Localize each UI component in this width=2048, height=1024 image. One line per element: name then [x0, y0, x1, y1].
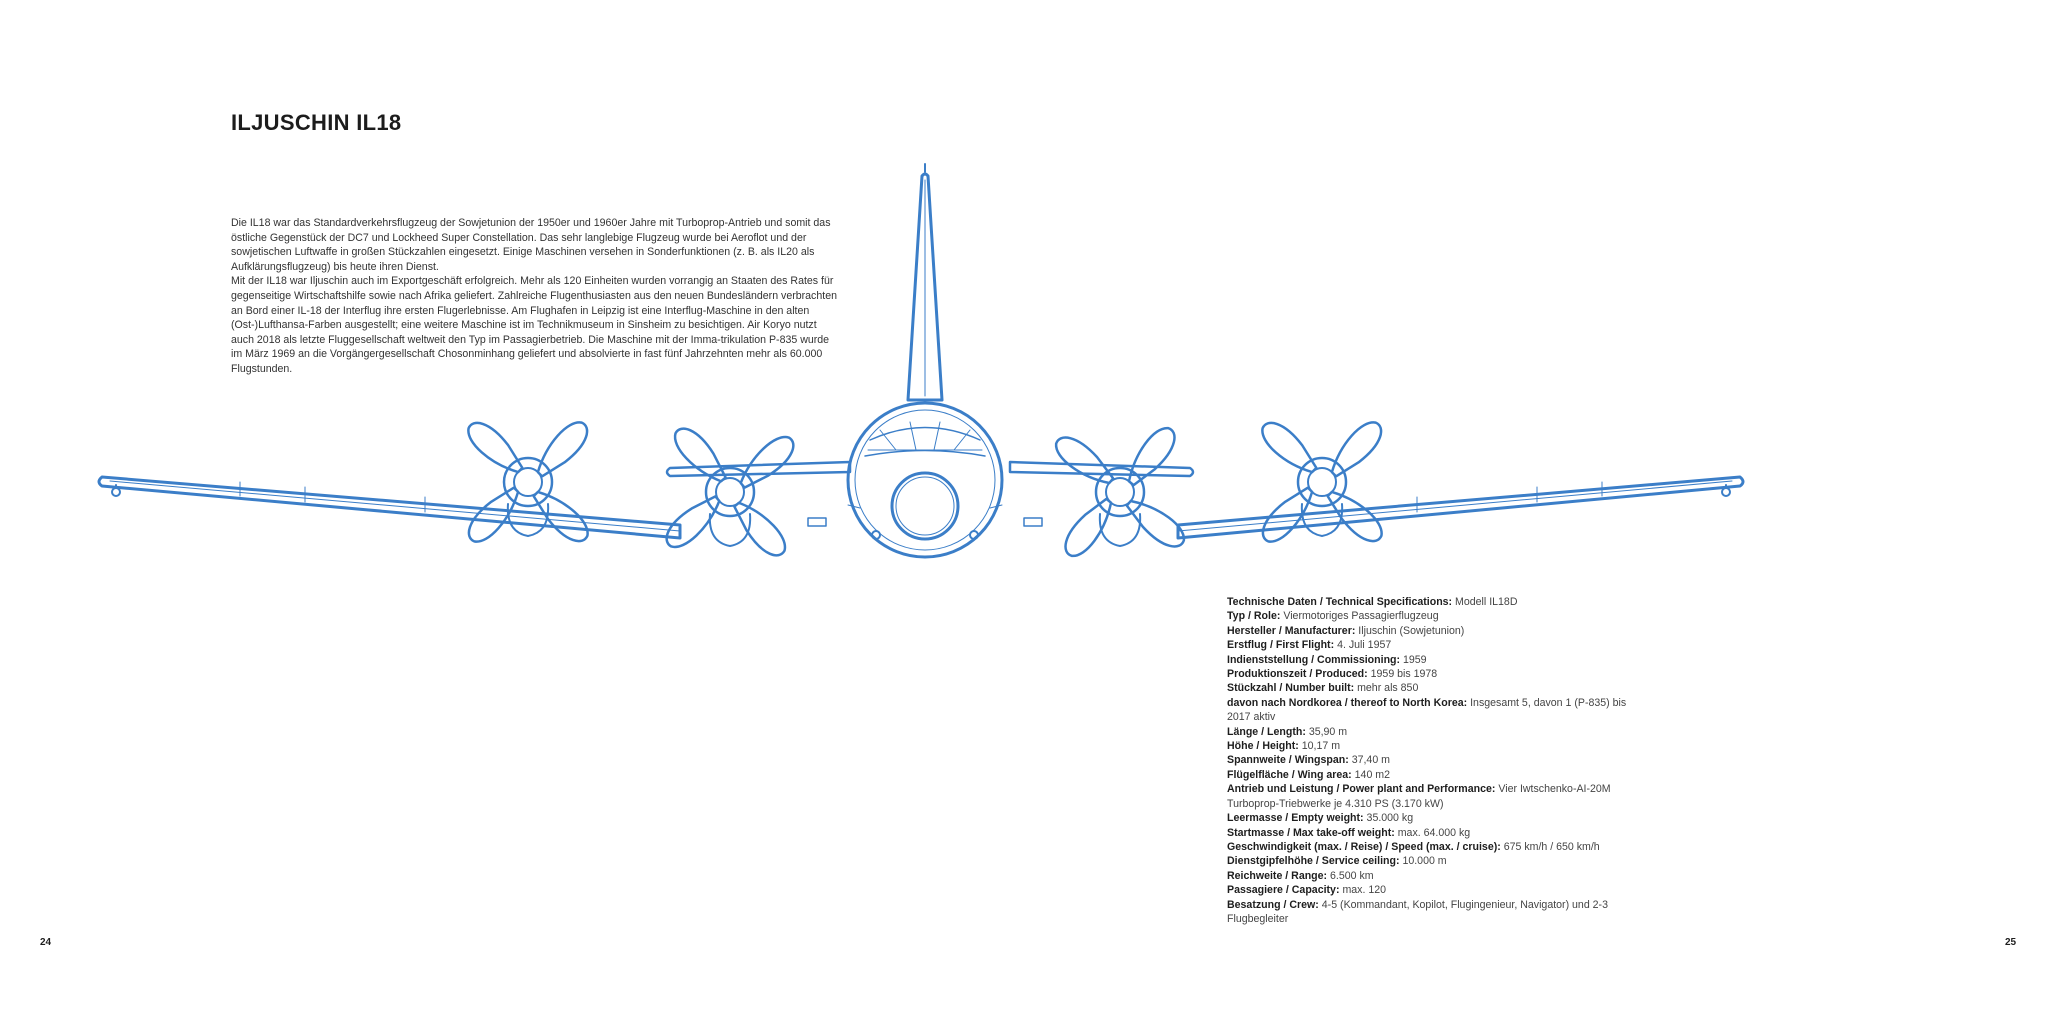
spec-row: [1227, 725, 1647, 739]
propeller-2: [660, 422, 800, 562]
propeller-blade: [669, 422, 731, 489]
fuselage: [848, 403, 1002, 557]
spec-value: Iljuschin (Sowjetunion): [1358, 624, 1465, 637]
spec-value: 6.500 km: [1330, 869, 1374, 882]
propeller-blade: [1323, 483, 1388, 548]
spec-value: 35,90 m: [1308, 725, 1348, 738]
propeller-blade: [660, 491, 727, 553]
propeller-blade: [1122, 492, 1189, 554]
spec-value: mehr als 850: [1357, 682, 1419, 695]
spec-row: [1227, 753, 1647, 767]
spec-row: [1227, 595, 1647, 609]
spec-value: 1959 bis 1978: [1370, 668, 1438, 681]
propeller-blade: [1058, 494, 1120, 561]
propeller-blade: [729, 495, 791, 562]
page-number-left: 24: [40, 937, 52, 948]
propeller-blade: [1120, 423, 1182, 490]
spec-label: Reichweite / Range:: [1227, 869, 1328, 882]
aircraft-blueprint-front-view: [90, 160, 1770, 580]
engine-nacelle: [710, 514, 750, 546]
spec-value: 4-5 (Kommandant, Kopilot, Flugingenieur, Navigator) und 2-3 Flugbegleiter: [1227, 898, 1608, 925]
spec-label: Dienstgipfelhöhe / Service ceiling:: [1227, 855, 1400, 868]
spec-row: [1227, 869, 1647, 883]
spec-label: Antrieb und Leistung / Power plant and Performance:: [1227, 783, 1496, 796]
propeller-spinner: [716, 478, 744, 506]
spec-value: Insgesamt 5, davon 1 (P-835) bis 2017 aktiv: [1227, 696, 1627, 724]
spec-value: max. 120: [1342, 884, 1387, 897]
spec-label: Startmasse / Max take-off weight:: [1227, 826, 1395, 839]
spec-label: Typ / Role:: [1227, 610, 1281, 623]
spec-label: Erstflug / First Flight:: [1227, 639, 1335, 652]
propeller-3: [1051, 423, 1190, 562]
spec-value: Modell IL18D: [1455, 596, 1518, 608]
spec-row: [1227, 681, 1647, 695]
spec-value: 1959: [1403, 653, 1427, 666]
spec-value: 675 km/h / 650 km/h: [1503, 840, 1600, 853]
propeller-spinner: [1308, 468, 1336, 496]
spec-row: [1227, 609, 1647, 623]
technical-specifications: [1227, 595, 1647, 926]
spec-label: Leermasse / Empty weight:: [1227, 812, 1364, 825]
propeller-blade: [1323, 417, 1388, 482]
propeller-spinner: [514, 468, 542, 496]
spec-label: Geschwindigkeit (max. / Reise) / Speed (max. / cruise):: [1227, 840, 1501, 853]
spec-value: Vier Iwtschenko-AI-20M Turboprop-Triebwerke je 4.310 PS (3.170 kW): [1227, 783, 1611, 810]
spec-row: [1227, 638, 1647, 652]
propeller-blade: [529, 417, 594, 482]
spec-label: Hersteller / Manufacturer:: [1227, 624, 1356, 637]
intro-paragraph-1: Die IL18 war das Standardverkehrsflugzeug der Sowjetunion der 1950er und 1960er Jahre mit Turboprop-Antrieb und somit das östliche Gegenstück der DC7 und Lockheed Super Constellation. Das sehr langlebige Flugzeug wurde bei Aeroflot und der sowjetischen Luftwaffe in großen Stückzahlen eingesetzt. Einige Maschinen versehen in Sonderfunktionen (z. B. als IL20 als Aufklärungsflugzeug) bis heute ihren Dienst.: [231, 217, 831, 273]
spec-value: 4. Juli 1957: [1337, 639, 1392, 652]
propeller-blade: [1257, 416, 1322, 481]
spec-value: Viermotoriges Passagierflugzeug: [1283, 610, 1439, 623]
propeller-blade: [733, 431, 800, 493]
propeller-blade: [463, 416, 528, 481]
propeller-spinner: [1106, 478, 1134, 506]
spec-row: [1227, 898, 1647, 927]
spec-label: Produktionszeit / Produced:: [1227, 668, 1368, 681]
spec-row: [1227, 826, 1647, 840]
spec-label: Länge / Length:: [1227, 725, 1306, 738]
spec-value: max. 64.000 kg: [1397, 826, 1471, 839]
spec-value: 10.000 m: [1402, 855, 1447, 868]
page-title: ILJUSCHIN IL18: [231, 110, 402, 135]
spec-label: Flügelfläche / Wing area:: [1227, 768, 1352, 781]
spec-row: [1227, 883, 1647, 897]
spec-row: [1227, 854, 1647, 868]
engine-cowling: [1298, 458, 1346, 506]
spec-label: Spannweite / Wingspan:: [1227, 754, 1349, 767]
spec-label: davon nach Nordkorea / thereof to North Korea:: [1227, 696, 1468, 709]
spec-row: [1227, 653, 1647, 667]
spec-value: 35.000 kg: [1366, 812, 1414, 825]
spec-value: 37,40 m: [1351, 754, 1390, 767]
spec-row: [1227, 696, 1647, 725]
spec-row: [1227, 624, 1647, 638]
spec-value: 10,17 m: [1301, 740, 1341, 753]
spec-label: Indienststellung / Commissioning:: [1227, 653, 1401, 666]
spec-label: Besatzung / Crew:: [1227, 898, 1319, 911]
vertical-fin: [908, 164, 942, 400]
intro-paragraph-2: Mit der IL18 war Iljuschin auch im Exportgeschäft erfolgreich. Mehr als 120 Einheiten wurden vorrangig an Staaten des Rates für gegenseitige Wirtschaftshilfe sowie nach Afrika geliefert. Zahlreiche Flugenthusiasten aus den neuen Bundesländern verbrachten an Bord einer IL-18 der Interflug ihre ersten Flugerlebnisse. Am Flughafen in Leipzig ist eine Interflug-Maschine in den alten (Ost-)Lufthansa-Farben ausgestellt; eine weitere Maschine ist im Technikmuseum in Sinsheim zu besichtigen. Air Koryo nutzt auch 2018 als letzte Fluggesellschaft weltweit den Typ im Passagierbetrieb. Die Maschine mit der Imma-trikulation P-835 wurde im März 1969 an die Vorgängergesellschaft Chosonminhang geliefert und absolvierte in fast fünf Jahrzehnten mehr als 60.000 Flugstunden.: [231, 275, 837, 375]
left-wing: [99, 477, 680, 538]
spec-row: [1227, 811, 1647, 825]
spec-label: Passagiere / Capacity:: [1227, 884, 1340, 897]
spec-label: Höhe / Height:: [1227, 740, 1299, 753]
spec-label: Technische Daten / Technical Specifications:: [1227, 596, 1453, 608]
spec-row: [1227, 768, 1647, 782]
propeller-blade: [1051, 430, 1118, 492]
spec-row: [1227, 739, 1647, 753]
spec-row: [1227, 840, 1647, 854]
spec-value: 140 m2: [1354, 768, 1390, 781]
spec-row: [1227, 782, 1647, 811]
page-number-right: 25: [2005, 937, 2017, 948]
spec-label: Stückzahl / Number built:: [1227, 682, 1355, 695]
spec-row: [1227, 667, 1647, 681]
engine-cowling: [504, 458, 552, 506]
